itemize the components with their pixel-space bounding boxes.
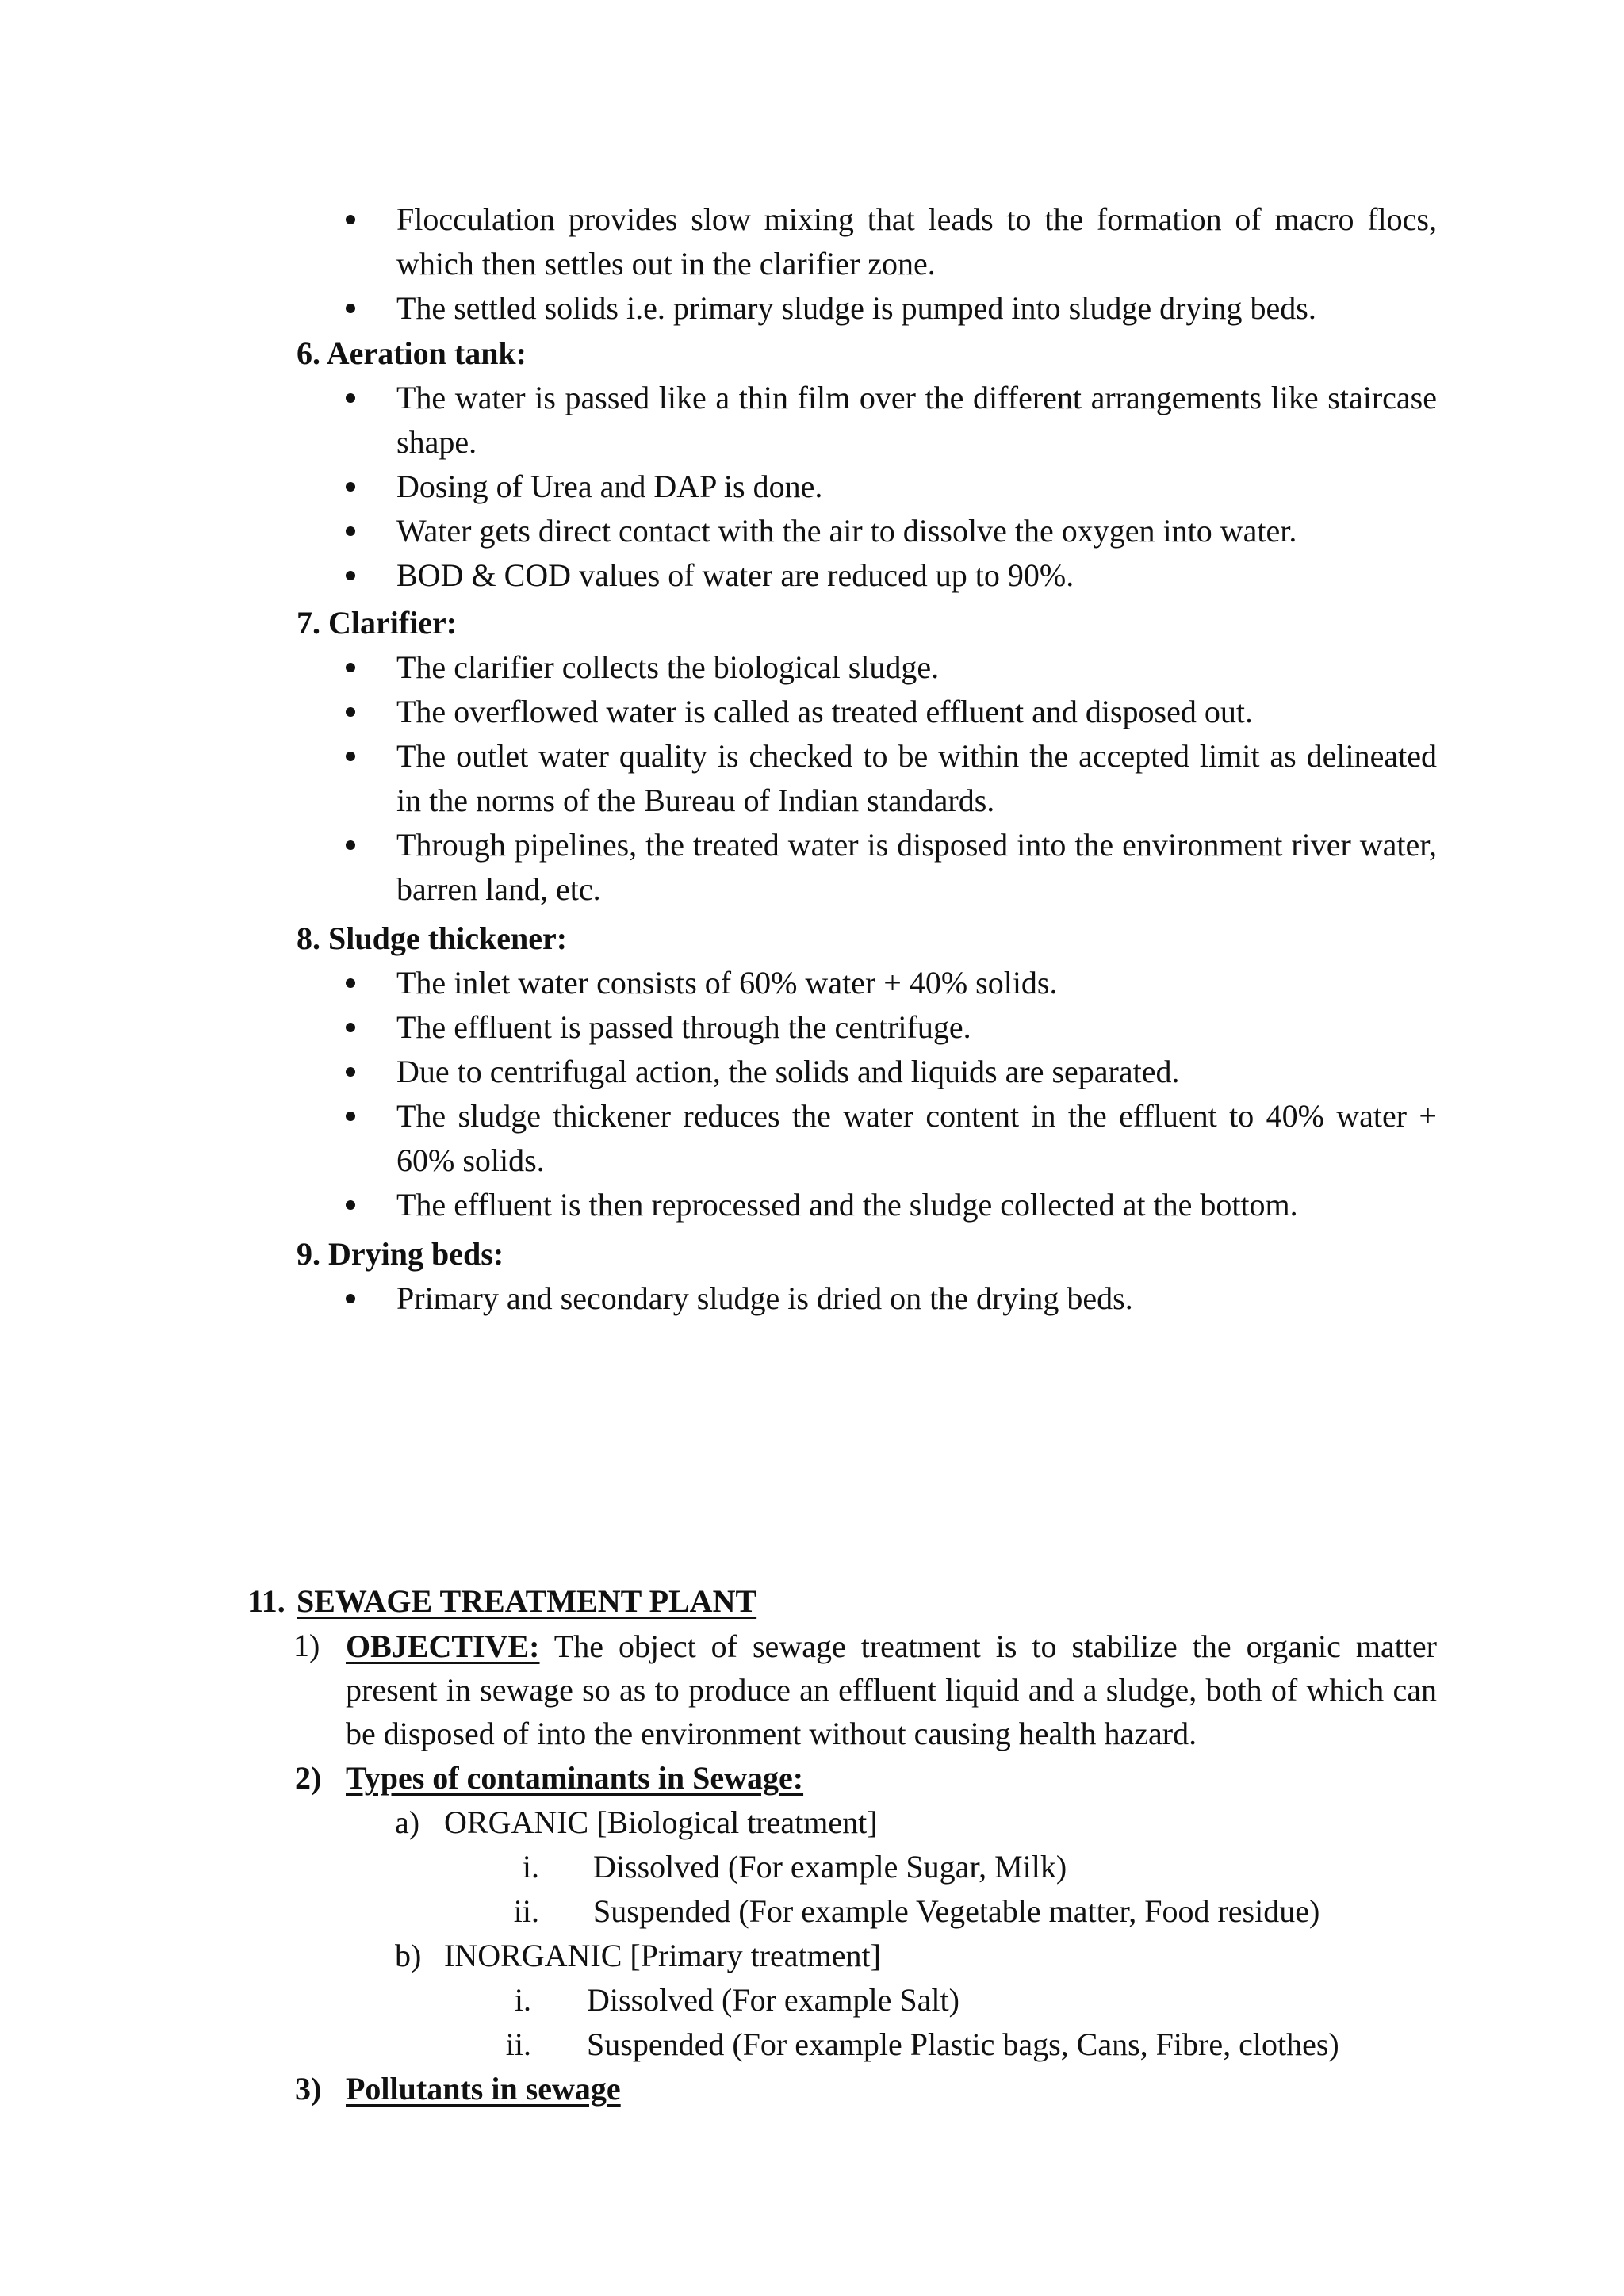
item-marker: i. — [514, 1982, 531, 2018]
bullet-text: BOD & COD values of water are reduced up to 90%. — [396, 557, 1074, 593]
bullet-text: Primary and secondary sludge is dried on the drying beds. — [396, 1280, 1133, 1316]
section-bullet-list — [346, 961, 1437, 1227]
list-item — [346, 286, 1437, 331]
types-heading: Types of contaminants in Sewage: — [346, 1760, 804, 1796]
bullet-text: Due to centrifugal action, the solids and liquids are separated. — [396, 1054, 1180, 1089]
item-text: Suspended (For example Vegetable matter, Food residue) — [593, 1893, 1320, 1929]
bullet-text: Through pipelines, the treated water is disposed into the environment river water, barren land, etc. — [396, 827, 1437, 907]
bullet-text: The outlet water quality is checked to be within the accepted limit as delineated in the norms of the Bureau of Indian standards. — [396, 738, 1437, 818]
bullet-icon — [346, 304, 355, 313]
top-bullet-list — [346, 197, 1437, 331]
bullet-text: The clarifier collects the biological sludge. — [396, 649, 940, 685]
group-marker: b) — [395, 1938, 422, 1973]
bullet-icon — [346, 663, 355, 672]
item-marker: ii. — [513, 1893, 539, 1929]
bullet-icon — [346, 1294, 355, 1303]
section-heading: 7. Clarifier: — [297, 605, 458, 641]
section-heading: 6. Aeration tank: — [297, 335, 527, 371]
item-marker: i. — [522, 1849, 539, 1885]
bullet-icon — [346, 215, 355, 224]
bullet-text: The effluent is then reprocessed and the sludge collected at the bottom. — [396, 1187, 1298, 1223]
pollutants-heading: Pollutants in sewage — [346, 2071, 621, 2107]
bullet-icon — [346, 1200, 355, 1210]
item-text: Dissolved (For example Salt) — [587, 1982, 959, 2018]
bullet-text: Flocculation provides slow mixing that leads to the formation of macro flocs, which then settles out in the clarifier zone. — [396, 201, 1437, 281]
section-bullet-list — [346, 376, 1437, 598]
bullet-icon — [346, 1112, 355, 1121]
section-heading: 9. Drying beds: — [297, 1236, 504, 1272]
bullet-text: The inlet water consists of 60% water + 40% solids. — [396, 965, 1058, 1001]
section-bullet-list — [346, 1276, 1437, 1321]
bullet-text: The effluent is passed through the centrifuge. — [396, 1009, 971, 1045]
bullet-text: Dosing of Urea and DAP is done. — [396, 469, 823, 504]
bullet-text: The settled solids i.e. primary sludge is pumped into sludge drying beds. — [396, 290, 1316, 326]
chapter-title: SEWAGE TREATMENT PLANT — [297, 1583, 757, 1619]
bullet-icon — [346, 526, 355, 536]
bullet-icon — [346, 978, 355, 988]
bullet-icon — [346, 482, 355, 492]
bullet-text: The sludge thickener reduces the water content in the effluent to 40% water + 60% solids. — [396, 1098, 1437, 1178]
bullet-icon — [346, 1067, 355, 1077]
objective-label: OBJECTIVE: — [346, 1628, 540, 1664]
section-heading: 8. Sludge thickener: — [297, 920, 568, 956]
bullet-icon — [346, 840, 355, 850]
group-marker: a) — [395, 1804, 420, 1840]
bullet-icon — [346, 393, 355, 403]
group-label: ORGANIC [Biological treatment] — [444, 1804, 878, 1840]
bullet-text: The overflowed water is called as treated effluent and disposed out. — [396, 694, 1253, 729]
group-label: INORGANIC [Primary treatment] — [444, 1938, 881, 1973]
bullet-icon — [346, 571, 355, 580]
bullet-icon — [346, 752, 355, 761]
chapter-number: 11. — [247, 1583, 285, 1619]
list-number: 1) — [293, 1628, 320, 1663]
objective-paragraph — [346, 1624, 1437, 1755]
list-number: 3) — [295, 2071, 322, 2107]
bullet-icon — [346, 707, 355, 717]
item-marker: ii. — [505, 2026, 531, 2062]
list-item — [346, 197, 1437, 286]
section-bullet-list — [346, 645, 1437, 912]
list-number: 2) — [295, 1760, 322, 1796]
bullet-icon — [346, 1023, 355, 1032]
item-text: Dissolved (For example Sugar, Milk) — [593, 1849, 1067, 1885]
bullet-text: The water is passed like a thin film over the different arrangements like staircase shape. — [396, 380, 1437, 460]
item-text: Suspended (For example Plastic bags, Cans, Fibre, clothes) — [587, 2026, 1339, 2062]
bullet-text: Water gets direct contact with the air to dissolve the oxygen into water. — [396, 513, 1297, 549]
objective-text: The object of sewage treatment is to stabilize the organic matter present in sewage so as to produce an effluent liquid and a sludge, both of which can be disposed of into the environment without causing health hazard. — [346, 1628, 1438, 1751]
